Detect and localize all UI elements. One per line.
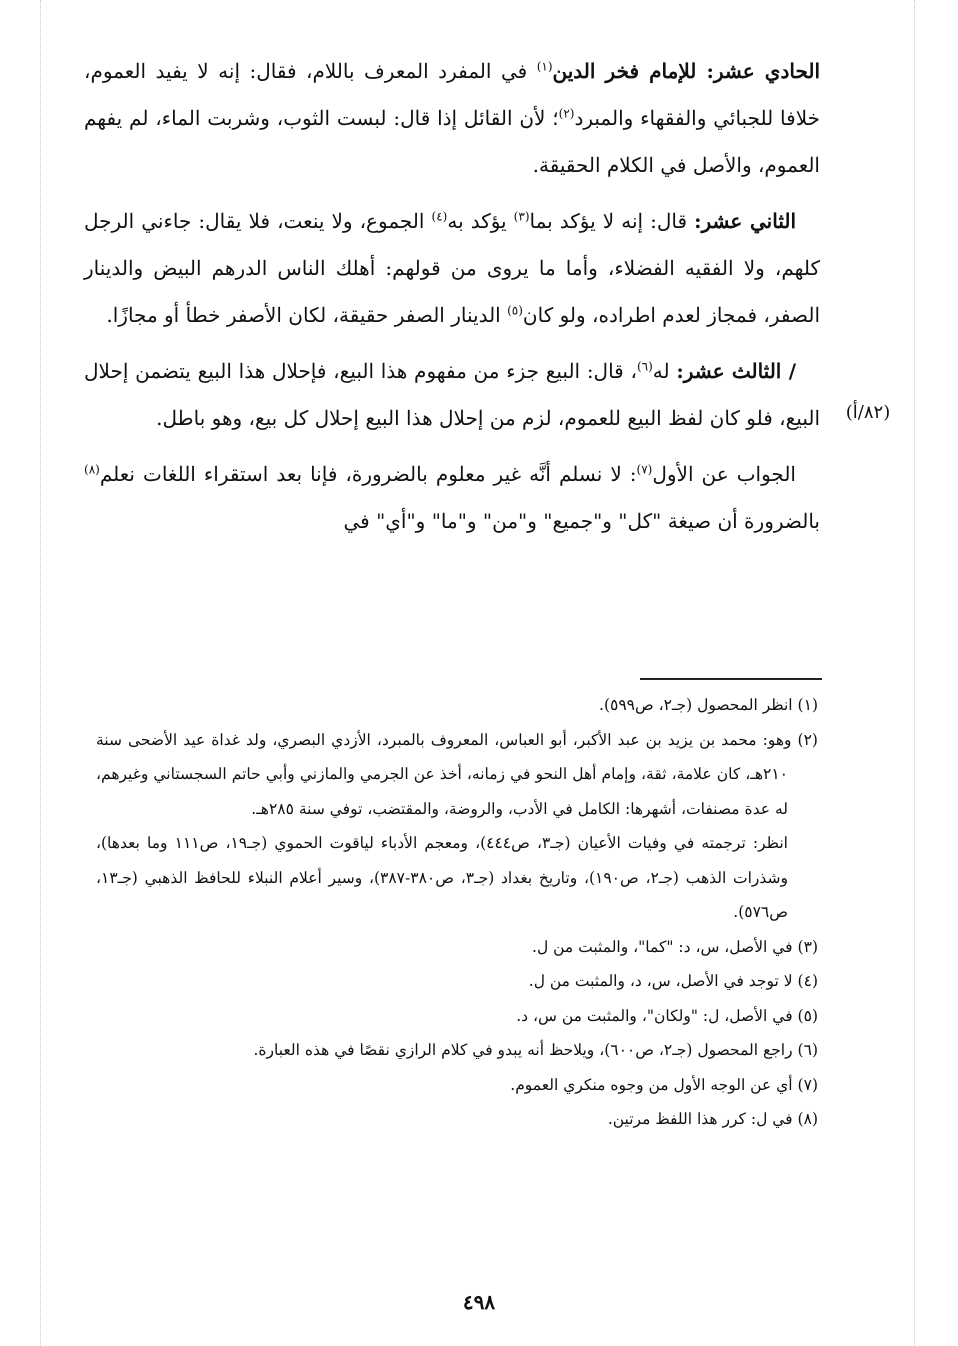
- footnotes: [96, 688, 818, 1137]
- footnote-item: [96, 930, 818, 965]
- footnote-text: أي عن الوجه الأول من وجوه منكري العموم.: [510, 1075, 793, 1094]
- paragraph-text: ، قال: البيع جزء من مفهوم هذا البيع، فإحلال هذا البيع يتضمن إحلال البيع، فلو كان لفظ البيع للعموم، لزم من إحلال هذا البيع إحلال كل بيع، وهو باطل.: [84, 359, 820, 430]
- footnote-ref[interactable]: (٨): [84, 462, 100, 477]
- footnote-item: [96, 688, 818, 723]
- footnote-ref[interactable]: (٢): [558, 106, 575, 121]
- footnote-text: في ل: كرر هذا اللفظ مرتين.: [607, 1110, 793, 1128]
- footnote-item: [96, 1068, 818, 1103]
- footnote-text: انظر: ترجمته في وفيات الأعيان (جـ٣، ص٤٤٤)، ومعجم الأدباء لياقوت الحموي (جـ١٩، ص١١١ وما بعدها)، وشذرات الذهب (جـ٢، ص١٩٠)، وتاريخ بغداد (جـ٣، ص٣٨٠-٣٨٧)، وسير أعلام النبلاء للحافظ الذهبي (جـ١٣، ص٥٧٦).: [96, 834, 789, 921]
- scan-edge-left: [40, 0, 41, 1346]
- footnote-number: (٥): [797, 1006, 818, 1025]
- footnote-number: (٤): [797, 972, 818, 990]
- paragraph-text: قال: إنه لا يؤكد بما: [529, 209, 695, 233]
- paragraph-eleventh: [84, 48, 820, 189]
- footnote-text: لا توجد في الأصل، س، د، والمثبت من ل.: [528, 972, 793, 990]
- page-number: ٤٩٨: [462, 1290, 496, 1314]
- paragraph-text: الدينار الصفر حقيقة، لكان الأصفر خطأ أو مجازًا.: [106, 303, 508, 327]
- footnote-ref[interactable]: (٣): [513, 209, 530, 224]
- paragraph-twelfth: [84, 198, 820, 339]
- footnote-number: (٣): [797, 937, 818, 956]
- footnote-ref[interactable]: (٥): [507, 303, 523, 318]
- footnote-item: [96, 964, 818, 999]
- paragraph-lead: الثاني عشر:: [694, 209, 796, 233]
- footnote-ref[interactable]: (٦): [636, 359, 653, 374]
- footnote-number: (٦): [797, 1041, 818, 1059]
- footnote-ref[interactable]: (١): [536, 59, 553, 74]
- footnote-separator: [640, 678, 822, 680]
- main-text: [84, 48, 820, 554]
- footnote-item-continuation: [96, 826, 818, 930]
- footnote-ref[interactable]: (٧): [636, 462, 653, 477]
- scan-edge-right: [914, 0, 915, 1346]
- footnote-item: [96, 1033, 818, 1068]
- footnote-item: [96, 1102, 818, 1137]
- footnote-text: راجع المحصول (جـ٢، ص٦٠٠)، ويلاحظ أنه يبدو في كلام الرازي نقصًا في هذه العبارة.: [253, 1041, 793, 1059]
- paragraph-text: بالضرورة أن صيغة "كل" و"جميع" و"من" و"ما" و"أي" في: [343, 509, 820, 533]
- footnote-text: وهو: محمد بن يزيد بن عبد الأكبر، أبو العباس، المعروف بالمبرد، الأزدي البصري، ولد غداة عيد الأضحى سنة ٢١٠هـ، كان علامة، ثقة، وإمام أهل النحو في زمانه، أخذ عن الجرمي والمازني وأبي حاتم السجستاني وغيرهم، له عدة مصنفات، أشهرها: الكامل في الأدب، والروضة، والمقتضب، توفي سنة ٢٨٥هـ.: [96, 730, 792, 818]
- folio-slash: /: [781, 359, 796, 383]
- footnote-number: (١): [797, 696, 818, 714]
- manuscript-folio-ref: (٨٢/أ): [845, 402, 891, 423]
- footnote-item: [96, 999, 818, 1034]
- paragraph-lead: الحادي عشر: للإمام فخر الدين: [552, 59, 820, 83]
- paragraph-text: في المفرد المعرف باللام، فقال: إنه لا يفيد العموم، خلافا للجبائي والفقهاء والمبرد: [84, 59, 820, 130]
- footnote-number: (٢): [797, 730, 818, 749]
- paragraph-text: ؛ لأن القائل إذا قال: لبست الثوب، وشربت الماء، لم يفهم العموم، والأصل في الكلام الحقيقة.: [84, 106, 820, 177]
- footnote-text: في الأصل، ل: "ولكان"، والمثبت من س، د.: [516, 1006, 793, 1025]
- paragraph-thirteenth: [84, 348, 820, 442]
- footnote-text: في الأصل، س، د: "كما"، والمثبت من ل.: [532, 937, 793, 956]
- paragraph-lead: الثالث عشر:: [676, 359, 782, 383]
- paragraph-text: له: [652, 359, 677, 383]
- paragraph-text: الجواب عن الأول: [652, 462, 796, 486]
- footnote-text: انظر المحصول (جـ٢، ص٥٩٩).: [599, 696, 793, 714]
- footnote-number: (٧): [797, 1075, 818, 1094]
- footnote-ref[interactable]: (٤): [431, 209, 448, 224]
- footnote-item: [96, 723, 818, 827]
- footnote-number: (٨): [797, 1110, 818, 1128]
- paragraph-answer: [84, 451, 820, 545]
- paragraph-text: : لا نسلم أنَّه غير معلوم بالضرورة، فإنا بعد استقراء اللغات نعلم: [99, 462, 637, 486]
- paragraph-text: الجموع، ولا ينعت، فلا يقال: جاءني الرجل كلهم، ولا الفقيه الفضلاء، وأما ما يروى من قولهم: أهلك الناس الدرهم البيض والدينار الصفر، فمجاز لعدم اطراده، ولو كان: [84, 209, 820, 327]
- paragraph-text: يؤكد به: [447, 209, 514, 233]
